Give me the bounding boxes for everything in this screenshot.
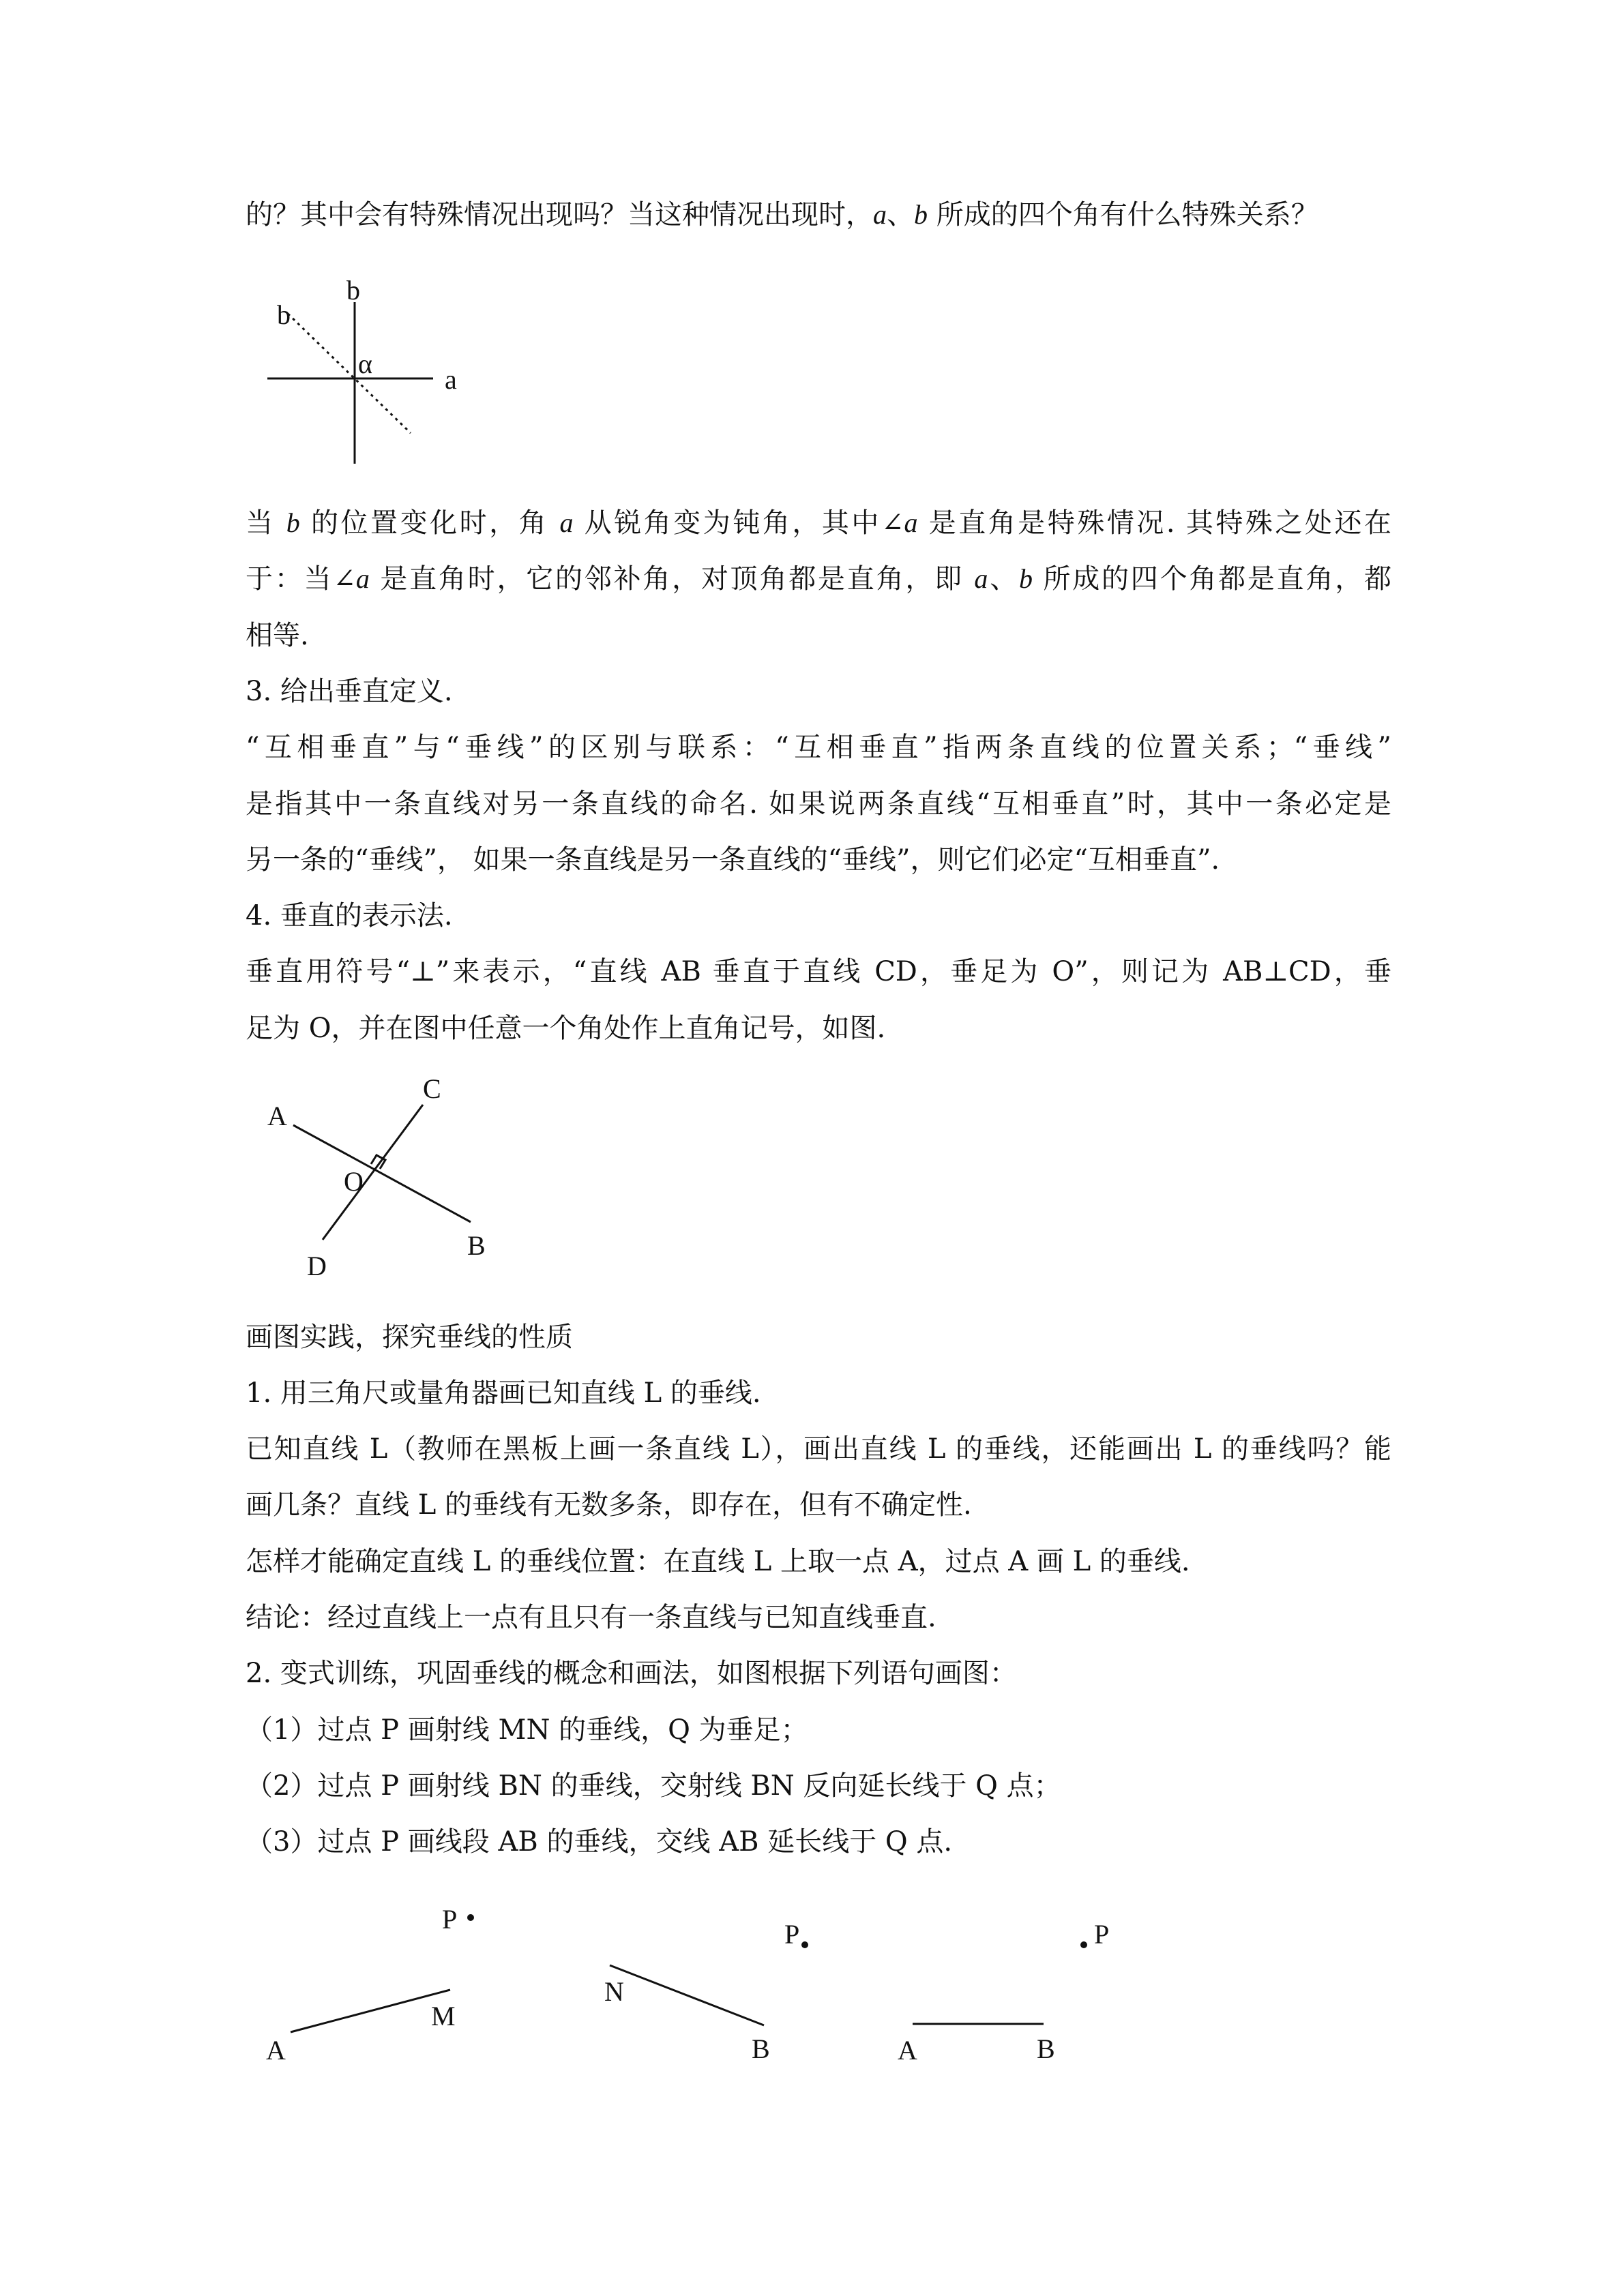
section-3-line3: 另一条的“垂线”， 如果一条直线是另一条直线的“垂线”，则它们必定“互相垂直”.	[246, 844, 1220, 876]
exercise-2-drawing	[604, 1919, 808, 2064]
practice-item-2: 已知直线 L（教师在黑板上画一条直线 L），画出直线 L 的垂线，还能画出 L 的垂线吗？能	[246, 1433, 1391, 1465]
figure-perpendicular-ab-cd	[259, 1071, 512, 1289]
intro-line: 的？其中会有特殊情况出现吗？当这种情况出现时，a、b 所成的四个角有什么特殊关系？	[246, 199, 1318, 230]
section-4-title: 4. 垂直的表示法.	[246, 900, 453, 931]
label-D: D	[307, 1251, 327, 1281]
label-P3: P	[1094, 1919, 1110, 1950]
section-4-line1: 垂直用符号“⊥”来表示，“直线 AB 垂直于直线 CD，垂足为 O”，则记为 AB⊥CD，垂	[246, 956, 1391, 987]
point-p-2	[801, 1941, 808, 1948]
label-P2: P	[784, 1919, 800, 1950]
p1-line2: 于：当∠a 是直角时，它的邻补角，对顶角都是直角，即 a、b 所成的四个角都是直角，都	[246, 563, 1392, 595]
label-b-top: b	[346, 275, 360, 305]
practice-item-3: 画几条？直线 L 的垂线有无数多条，即存在，但有不确定性.	[246, 1489, 972, 1521]
label-B2: B	[752, 2033, 770, 2064]
section-3-line2: 是指其中一条直线对另一条直线的命名. 如果说两条直线“互相垂直”时，其中一条必定是	[246, 788, 1391, 820]
p1-line1: 当 b 的位置变化时，角 a 从锐角变为钝角，其中∠a 是直角是特殊情况. 其特殊之处还在	[246, 507, 1391, 539]
label-N2: N	[604, 1976, 624, 2007]
p1-line3: 相等.	[246, 620, 309, 651]
practice-item-7: （1）过点 P 画射线 MN 的垂线，Q 为垂足；	[246, 1714, 808, 1746]
label-a: a	[445, 364, 457, 395]
practice-item-1: 1. 用三角尺或量角器画已知直线 L 的垂线.	[246, 1377, 761, 1409]
label-alpha: α	[358, 348, 372, 379]
label-B: B	[467, 1230, 486, 1261]
practice-item-5: 结论：经过直线上一点有且只有一条直线与已知直线垂直.	[246, 1602, 936, 1633]
figure-angle-lines	[259, 269, 477, 474]
label-A1: A	[266, 2035, 286, 2066]
label-b-left: b	[277, 299, 291, 330]
figure-exercises	[252, 1889, 1139, 2066]
section-3-line1: “互相垂直”与“垂线”的区别与联系：“互相垂直”指两条直线的位置关系；“垂线”	[246, 732, 1391, 763]
point-p-1	[467, 1914, 474, 1921]
label-O: O	[344, 1166, 364, 1197]
label-C: C	[423, 1073, 441, 1104]
section-3-title: 3. 给出垂直定义.	[246, 676, 453, 707]
ray-bn	[610, 1965, 764, 2025]
practice-item-4: 怎样才能确定直线 L 的垂线位置：在直线 L 上取一点 A，过点 A 画 L 的垂线.	[246, 1546, 1190, 1577]
exercise-3-drawing	[898, 1919, 1109, 2066]
line-b-rotated	[288, 314, 411, 433]
practice-item-6: 2. 变式训练，巩固垂线的概念和画法，如图根据下列语句画图：	[246, 1658, 1017, 1689]
label-A3: A	[898, 2035, 917, 2066]
practice-item-8: （2）过点 P 画射线 BN 的垂线，交射线 BN 反向延长线于 Q 点；	[246, 1770, 1061, 1802]
section-4-line2: 足为 O，并在图中任意一个角处作上直角记号，如图.	[246, 1013, 886, 1044]
line-ab	[293, 1125, 471, 1222]
label-P1: P	[442, 1904, 458, 1935]
line-cd	[323, 1105, 423, 1240]
label-B3: B	[1037, 2033, 1055, 2064]
ray-am	[291, 1990, 450, 2032]
point-p-3	[1080, 1941, 1087, 1948]
exercise-1-drawing	[266, 1904, 474, 2066]
practice-title: 画图实践，探究垂线的性质	[246, 1322, 573, 1353]
practice-item-9: （3）过点 P 画线段 AB 的垂线，交线 AB 延长线于 Q 点.	[246, 1826, 953, 1858]
label-A: A	[267, 1101, 287, 1131]
label-M1: M	[431, 2001, 456, 2031]
